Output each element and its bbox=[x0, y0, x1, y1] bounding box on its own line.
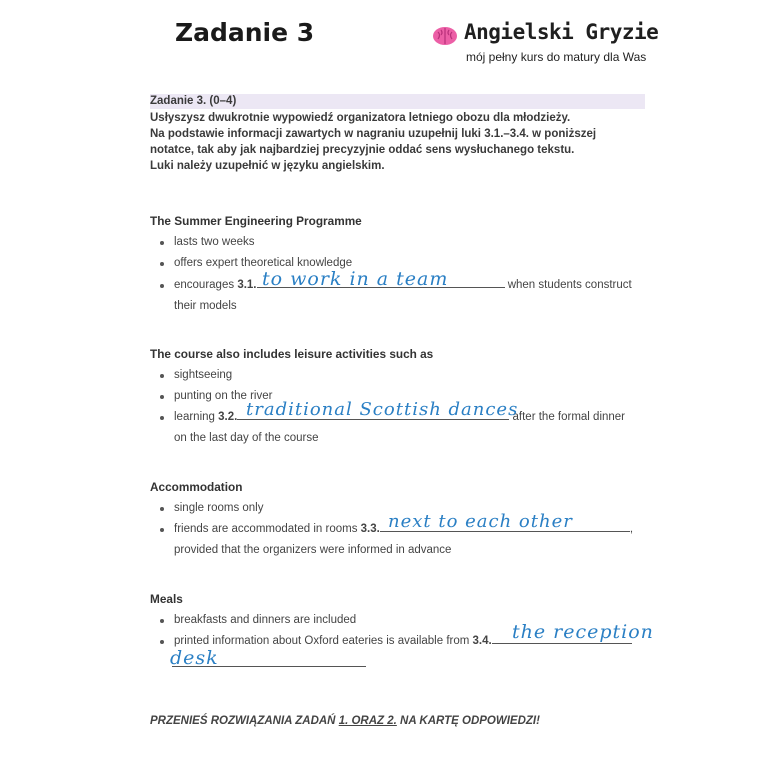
list-item: lasts two weeks bbox=[160, 236, 255, 248]
handwritten-answer: traditional Scottish dances bbox=[246, 399, 519, 420]
brand-name: Angielski Gryzie bbox=[464, 20, 659, 44]
task-title: Zadanie 3. (0–4) bbox=[150, 95, 237, 107]
list-item: offers expert theoretical knowledge bbox=[160, 257, 352, 269]
handwritten-answer: next to each other bbox=[388, 511, 573, 532]
instruction-line: Luki należy uzupełnić w języku angielskim. bbox=[150, 160, 385, 172]
list-item: single rooms only bbox=[160, 502, 263, 514]
gap-item: printed information about Oxford eateries is available from 3.4. bbox=[160, 635, 632, 647]
list-item-continuation: their models bbox=[174, 300, 237, 312]
section-title: Meals bbox=[150, 592, 183, 606]
gap-item: friends are accommodated in rooms 3.3. , bbox=[160, 523, 633, 535]
gap-item: encourages 3.1. when students construct bbox=[160, 279, 632, 291]
instruction-line: Na podstawie informacji zawartych w nagraniu uzupełnij luki 3.1.–3.4. w poniższej bbox=[150, 128, 597, 140]
handwritten-answer: the reception bbox=[512, 621, 654, 643]
brain-icon bbox=[432, 26, 458, 46]
gap-item: learning 3.2. after the formal dinner bbox=[160, 411, 625, 423]
page-title: Zadanie 3 bbox=[175, 18, 315, 47]
instruction-line: Usłyszysz dwukrotnie wypowiedź organizatora letniego obozu dla młodzieży. bbox=[150, 112, 571, 124]
gap-number: 3.1. bbox=[237, 279, 257, 291]
footer-task-numbers: 1. ORAZ 2. bbox=[338, 715, 397, 727]
list-item: sightseeing bbox=[160, 369, 232, 381]
list-item: punting on the river bbox=[160, 390, 272, 402]
handwritten-answer: to work in a team bbox=[262, 268, 449, 290]
answer-line bbox=[492, 643, 632, 644]
instruction-line: notatce, tak aby jak najbardziej precyzyjnie oddać sens wysłuchanego tekstu. bbox=[150, 144, 575, 156]
section-title: The course also includes leisure activities such as bbox=[150, 347, 434, 361]
brand-tagline: mój pełny kurs do matury dla Was bbox=[466, 50, 647, 64]
task-instructions bbox=[150, 110, 650, 174]
section-title: The Summer Engineering Programme bbox=[150, 214, 362, 228]
brand-logo bbox=[432, 20, 752, 70]
gap-number: 3.2. bbox=[218, 411, 238, 423]
gap-number: 3.4. bbox=[472, 635, 492, 647]
list-item-continuation: on the last day of the course bbox=[174, 432, 319, 444]
handwritten-answer: desk bbox=[170, 647, 219, 669]
list-item-continuation: provided that the organizers were informed in advance bbox=[174, 544, 452, 556]
list-item: breakfasts and dinners are included bbox=[160, 614, 356, 626]
footer-instruction: PRZENIEŚ ROZWIĄZANIA ZADAŃ 1. ORAZ 2. NA KARTĘ ODPOWIEDZI! bbox=[150, 715, 540, 727]
section-title: Accommodation bbox=[150, 480, 243, 494]
gap-number: 3.3. bbox=[360, 523, 380, 535]
